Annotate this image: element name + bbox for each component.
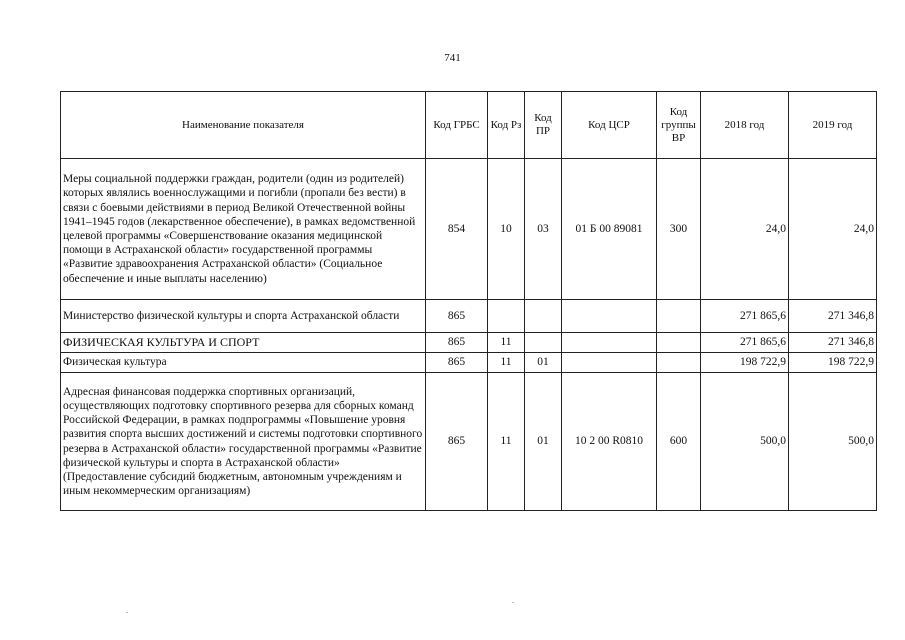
header-name: Наименование показателя bbox=[61, 92, 426, 159]
row-2019: 24,0 bbox=[789, 159, 877, 300]
row-2018: 24,0 bbox=[701, 159, 789, 300]
header-vr: Код группы ВР bbox=[657, 92, 701, 159]
row-grbs: 865 bbox=[426, 300, 488, 333]
row-vr bbox=[657, 353, 701, 373]
header-csr: Код ЦСР bbox=[562, 92, 657, 159]
row-vr: 300 bbox=[657, 159, 701, 300]
row-pr bbox=[525, 333, 562, 353]
header-2018: 2018 год bbox=[701, 92, 789, 159]
scan-speck bbox=[126, 612, 128, 613]
page-number: 741 bbox=[444, 52, 461, 64]
row-name: Адресная финансовая поддержка спортивных организаций, осуществляющих подготовку спортивного резерва для сборных команд Российской Федерации, в рамках подпрограммы «Повышение уровня развития спорта высших достижений и системы подготовки спортивного резерва в Астраханской области» государственной программы «Развитие физической культуры и спорта в Астраханской области» (Предоставление субсидий бюджетным, автономным учреждениям и иным некоммерческим организациям) bbox=[61, 373, 426, 511]
row-name: Министерство физической культуры и спорта Астраханской области bbox=[61, 300, 426, 333]
row-2018: 198 722,9 bbox=[701, 353, 789, 373]
row-2019: 271 346,8 bbox=[789, 333, 877, 353]
table-row bbox=[61, 353, 877, 373]
row-pr: 01 bbox=[525, 373, 562, 511]
header-2019: 2019 год bbox=[789, 92, 877, 159]
row-name: ФИЗИЧЕСКАЯ КУЛЬТУРА И СПОРТ bbox=[61, 333, 426, 353]
scan-speck bbox=[512, 602, 514, 603]
row-2018: 271 865,6 bbox=[701, 300, 789, 333]
row-2019: 198 722,9 bbox=[789, 353, 877, 373]
row-pr bbox=[525, 300, 562, 333]
row-rz bbox=[488, 300, 525, 333]
row-csr: 10 2 00 R0810 bbox=[562, 373, 657, 511]
row-name: Меры социальной поддержки граждан, родители (один из родителей) которых являлись военнослужащими и погибли (пропали без вести) в связи с боевыми действиями в период Великой Отечественной войны 1941–1945 годов (лекарственное обеспечение), в рамках ведомственной целевой программы «Совершенствование оказания медицинской помощи в Астраханской области» государственной программы «Развитие здравоохранения Астраханской области» (Социальное обеспечение и иные выплаты населению) bbox=[61, 159, 426, 300]
row-grbs: 865 bbox=[426, 373, 488, 511]
row-rz: 11 bbox=[488, 353, 525, 373]
table-row bbox=[61, 373, 877, 511]
row-2019: 500,0 bbox=[789, 373, 877, 511]
header-row bbox=[61, 92, 877, 159]
row-csr: 01 Б 00 89081 bbox=[562, 159, 657, 300]
row-2019: 271 346,8 bbox=[789, 300, 877, 333]
row-rz: 11 bbox=[488, 333, 525, 353]
header-rz: Код Рз bbox=[488, 92, 525, 159]
row-vr: 600 bbox=[657, 373, 701, 511]
row-name: Физическая культура bbox=[61, 353, 426, 373]
row-vr bbox=[657, 300, 701, 333]
table-row bbox=[61, 159, 877, 300]
header-grbs: Код ГРБС bbox=[426, 92, 488, 159]
row-vr bbox=[657, 333, 701, 353]
row-pr: 01 bbox=[525, 353, 562, 373]
row-2018: 500,0 bbox=[701, 373, 789, 511]
table-row bbox=[61, 300, 877, 333]
row-grbs: 865 bbox=[426, 353, 488, 373]
row-grbs: 854 bbox=[426, 159, 488, 300]
row-rz: 10 bbox=[488, 159, 525, 300]
row-pr: 03 bbox=[525, 159, 562, 300]
budget-table bbox=[60, 91, 877, 511]
row-rz: 11 bbox=[488, 373, 525, 511]
table-row bbox=[61, 333, 877, 353]
row-csr bbox=[562, 353, 657, 373]
row-grbs: 865 bbox=[426, 333, 488, 353]
row-2018: 271 865,6 bbox=[701, 333, 789, 353]
row-csr bbox=[562, 333, 657, 353]
row-csr bbox=[562, 300, 657, 333]
header-pr: Код ПР bbox=[525, 92, 562, 159]
